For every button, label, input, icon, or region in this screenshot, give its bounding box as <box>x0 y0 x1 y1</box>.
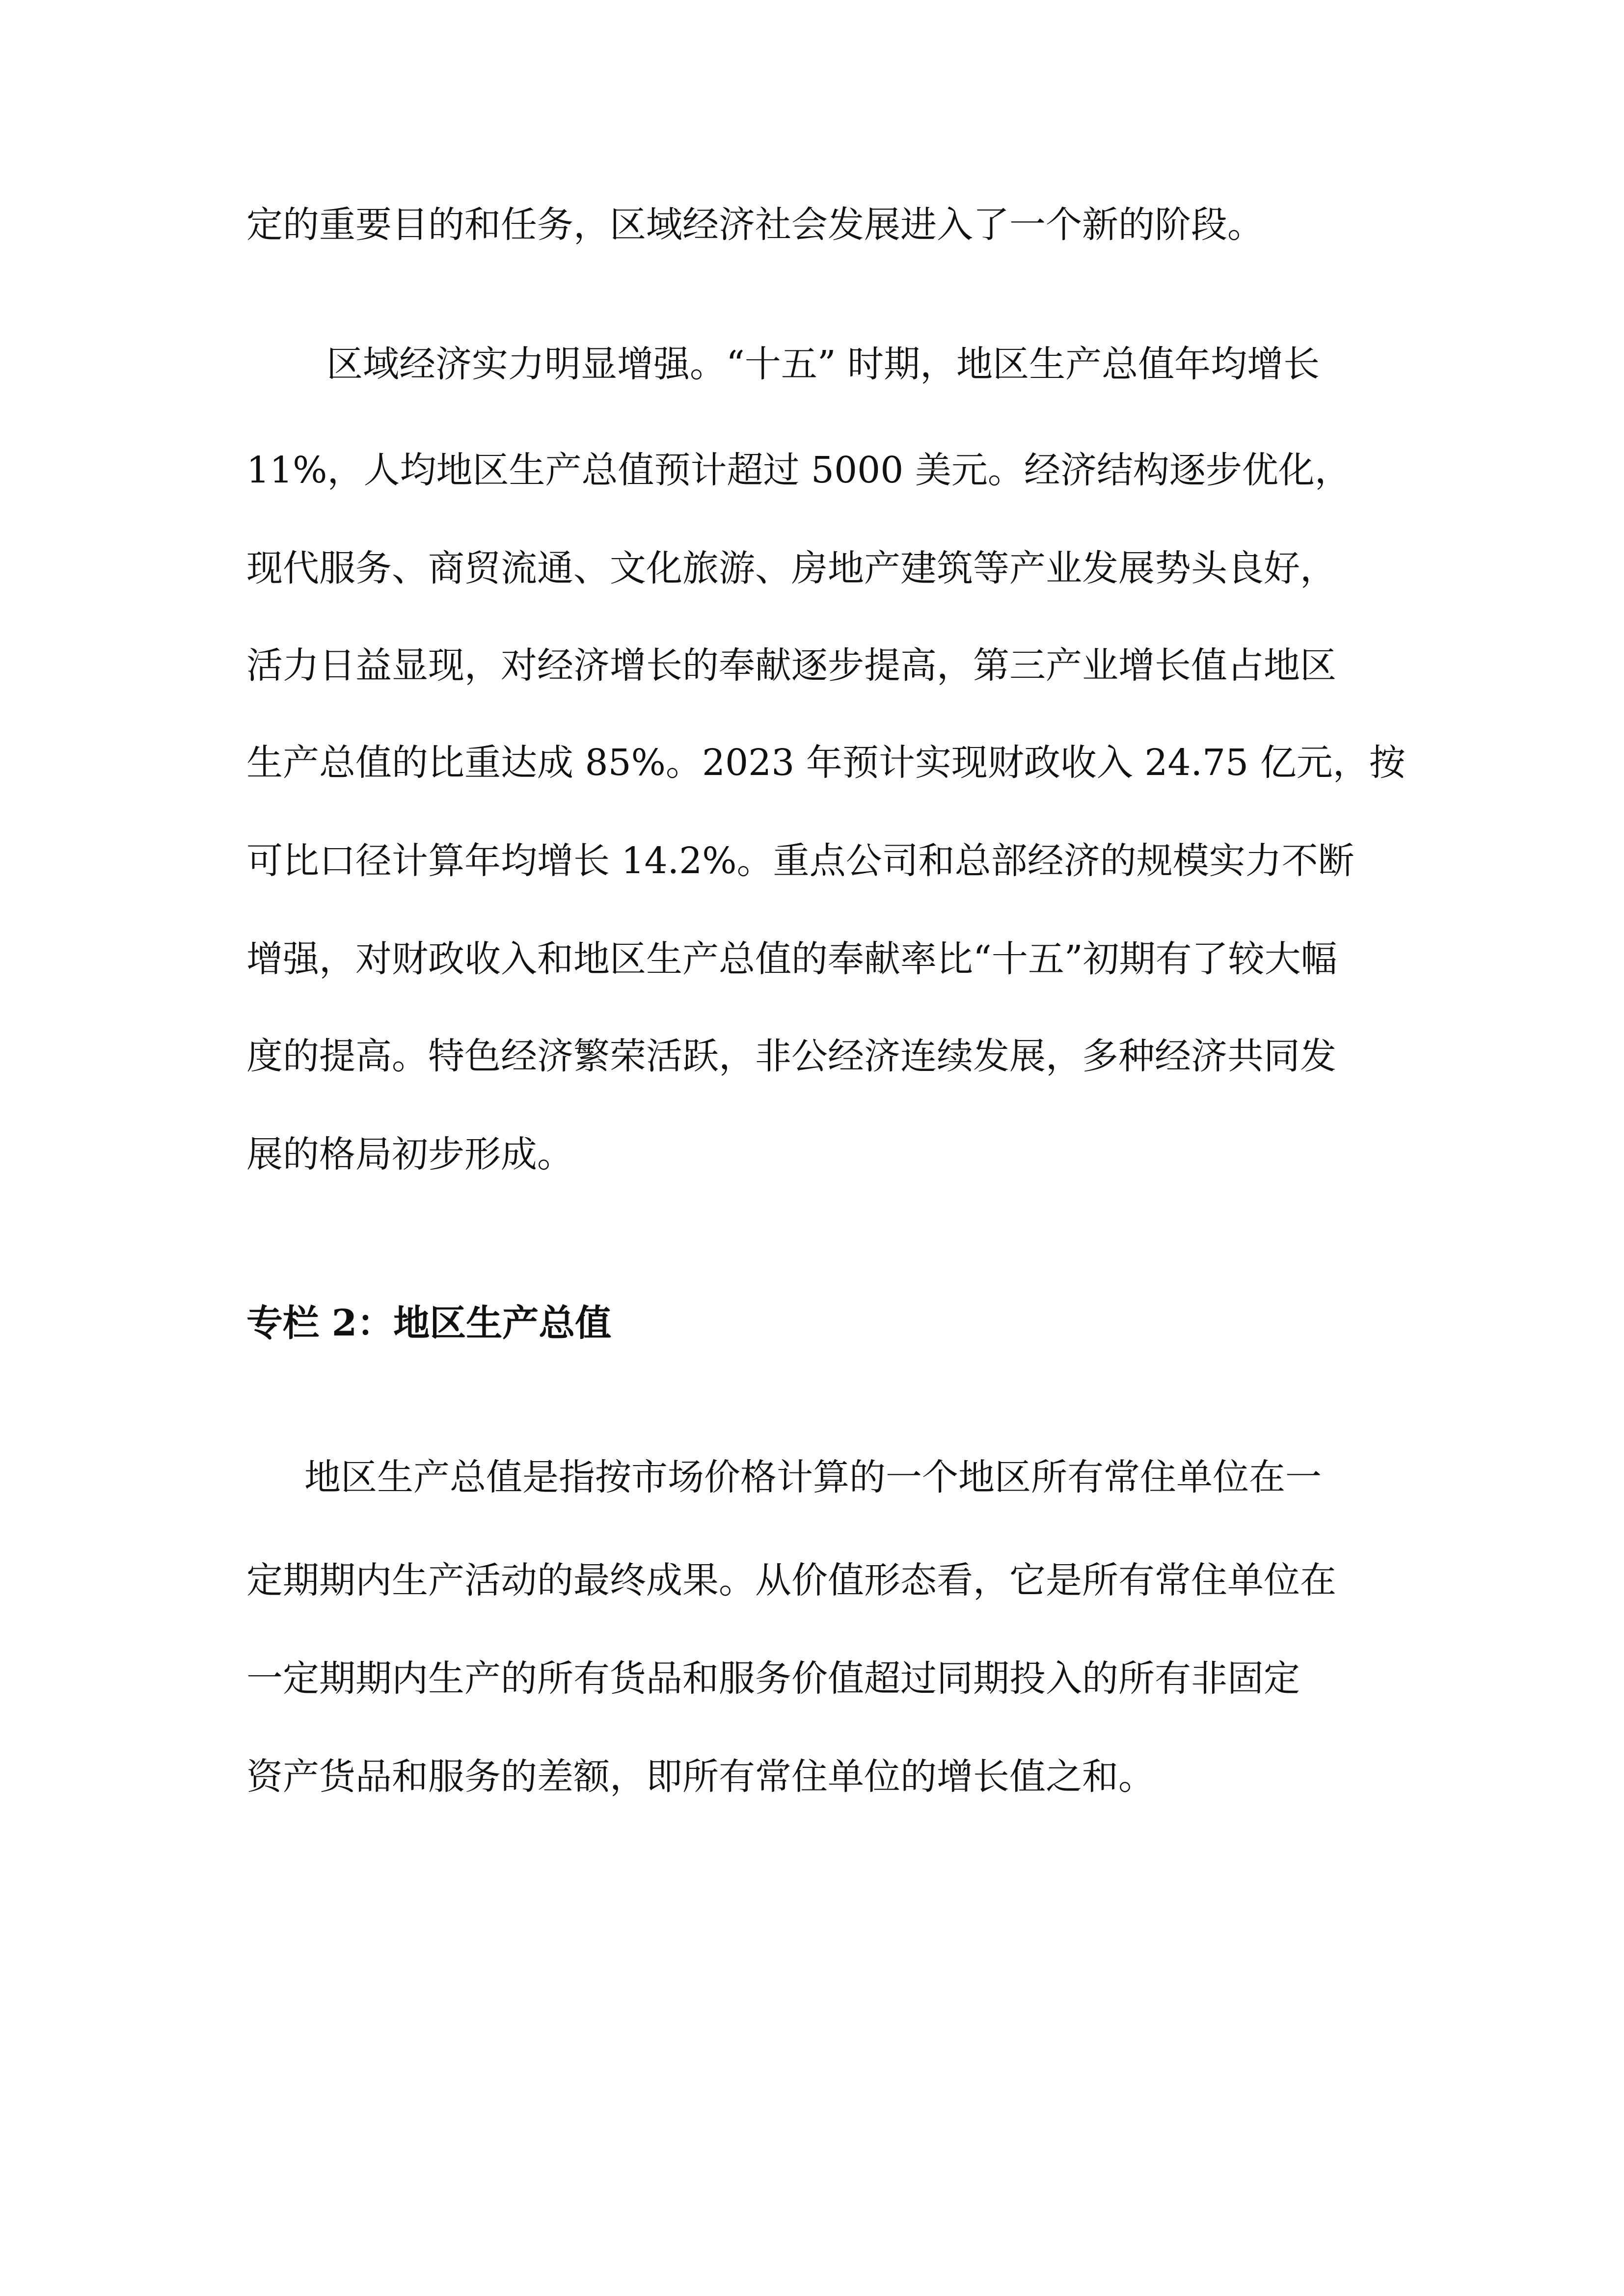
paragraph-2-line-2: 11%，人均地区生产总值预计超过 5000 美元。经济结构逐步优化， <box>246 449 1351 491</box>
paragraph-3-line-2: 定期期内生产活动的最终成果。从价值形态看，它是所有常住单位在 <box>246 1559 1336 1602</box>
column-heading: 专栏 2：地区生产总值 <box>246 1302 612 1344</box>
paragraph-2-line-8: 度的提高。特色经济繁荣活跃，非公经济连续发展，多种经济共同发 <box>246 1035 1336 1077</box>
paragraph-2-line-4: 活力日益显现，对经济增长的奉献逐步提高，第三产业增长值占地区 <box>246 644 1336 687</box>
paragraph-2-line-7: 增强，对财政收入和地区生产总值的奉献率比“十五”初期有了较大幅 <box>246 938 1337 980</box>
paragraph-2-line-1: 区域经济实力明显增强。“十五” 时期，地区生产总值年均增长 <box>326 343 1320 385</box>
paragraph-2-line-6: 可比口径计算年均增长 14.2%。重点公司和总部经济的规模实力不断 <box>246 840 1354 882</box>
paragraph-2-line-9: 展的格局初步形成。 <box>246 1133 573 1175</box>
paragraph-3-line-3: 一定期期内生产的所有货品和服务价值超过同期投入的所有非固定 <box>246 1657 1300 1700</box>
paragraph-2-line-5: 生产总值的比重达成 85%。2023 年预计实现财政收入 24.75 亿元，按 <box>246 742 1406 784</box>
paragraph-2-line-3: 现代服务、商贸流通、文化旅游、房地产建筑等产业发展势头良好， <box>246 547 1336 589</box>
paragraph-1-line-1: 定的重要目的和任务，区域经济社会发展进入了一个新的阶段。 <box>246 204 1264 246</box>
paragraph-3-line-4: 资产货品和服务的差额，即所有常住单位的增长值之和。 <box>246 1756 1155 1798</box>
paragraph-3-line-1: 地区生产总值是指按市场价格计算的一个地区所有常住单位在一 <box>304 1456 1322 1498</box>
